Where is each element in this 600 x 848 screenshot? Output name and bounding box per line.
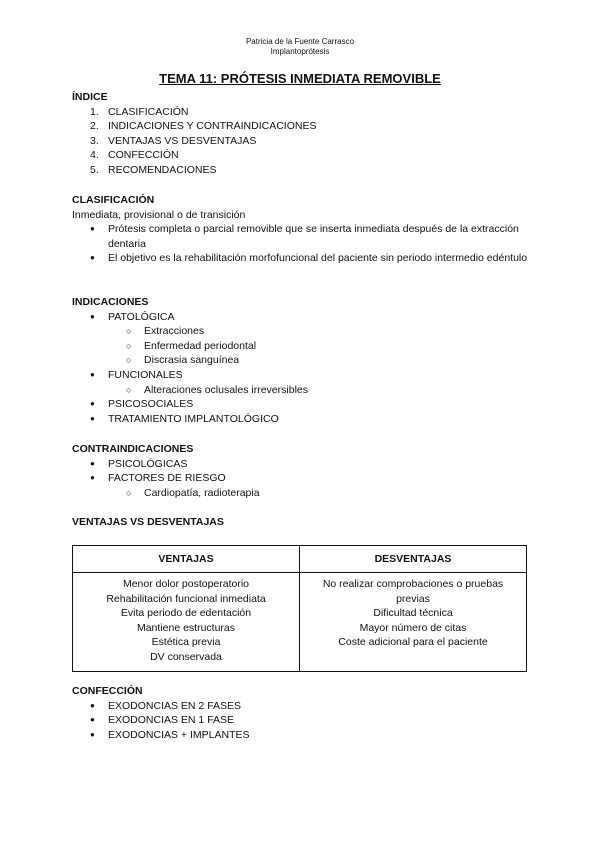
confeccion-heading: CONFECCIÓN bbox=[72, 685, 143, 697]
index-list bbox=[90, 105, 532, 178]
indicaciones-section bbox=[72, 295, 532, 426]
page-title: TEMA 11: PRÓTESIS INMEDIATA REMOVIBLE bbox=[159, 71, 441, 86]
index-number: 1. bbox=[90, 105, 99, 118]
ventajas-section bbox=[72, 515, 532, 530]
ventajas-heading: VENTAJAS VS DESVENTAJAS bbox=[72, 516, 224, 528]
patologica-sublist bbox=[126, 324, 532, 368]
index-number: 4. bbox=[90, 149, 99, 162]
clasificacion-intro: Inmediata, provisional o de transición bbox=[72, 208, 246, 221]
ventaja-item: Menor dolor postoperatorio bbox=[122, 578, 250, 590]
index-number: 3. bbox=[90, 134, 99, 147]
header-author: Patricia de la Fuente Carrasco bbox=[245, 37, 355, 46]
table-header-row bbox=[73, 546, 527, 573]
header-subject: Implantoprótesis bbox=[270, 47, 330, 56]
index-item bbox=[90, 119, 532, 134]
list-item: ● PSICOSOCIALES bbox=[90, 397, 532, 412]
index-section bbox=[72, 90, 532, 178]
clasificacion-list bbox=[90, 222, 532, 266]
contraindicaciones-list bbox=[90, 457, 532, 501]
index-item bbox=[90, 105, 532, 120]
list-item: ● Prótesis completa o parcial removible que se inserta inmediata después de la extracción dentaria bbox=[90, 222, 532, 251]
contraindicaciones-heading: CONTRAINDICACIONES bbox=[72, 443, 194, 455]
table-row bbox=[73, 573, 527, 672]
contraindicaciones-section bbox=[72, 442, 532, 500]
list-item: ● EXODONCIAS EN 1 FASE bbox=[90, 713, 532, 728]
contraindicacion-factores: FACTORES DE RIESGO bbox=[108, 472, 226, 485]
funcionales-sublist bbox=[126, 383, 532, 398]
indicaciones-list bbox=[90, 310, 532, 427]
confeccion-section bbox=[72, 684, 532, 742]
index-item bbox=[90, 163, 532, 178]
desventaja-item: Coste adicional para el paciente bbox=[338, 636, 488, 649]
list-item bbox=[90, 368, 532, 397]
sub-list-item: ○ Cardiopatía, radioterapia bbox=[126, 486, 532, 501]
ventajas-cell bbox=[73, 573, 300, 672]
list-item: ● EXODONCIAS EN 2 FASES bbox=[90, 699, 532, 714]
list-item bbox=[90, 471, 532, 500]
index-number: 2. bbox=[90, 120, 99, 133]
ventajas-column-header: VENTAJAS bbox=[73, 546, 300, 573]
desventaja-item: No realizar comprobaciones o pruebas previas bbox=[322, 578, 504, 605]
index-label: CLASIFICACIÓN bbox=[108, 105, 189, 118]
indicacion-funcionales: FUNCIONALES bbox=[108, 368, 183, 381]
factores-sublist bbox=[126, 486, 532, 501]
clasificacion-heading: CLASIFICACIÓN bbox=[72, 194, 155, 206]
ventaja-item: DV conservada bbox=[150, 650, 222, 663]
index-number: 5. bbox=[90, 163, 99, 176]
indicacion-patologica: PATOLÓGICA bbox=[108, 310, 175, 323]
desventajas-column-header: DESVENTAJAS bbox=[300, 546, 527, 573]
page-header bbox=[0, 37, 600, 57]
index-item bbox=[90, 148, 532, 163]
ventaja-item: Mantiene estructuras bbox=[136, 621, 236, 634]
list-item: ● EXODONCIAS + IMPLANTES bbox=[90, 728, 532, 743]
list-item: ● TRATAMIENTO IMPLANTOLÓGICO bbox=[90, 412, 532, 427]
index-label: CONFECCIÓN bbox=[108, 149, 179, 162]
list-item: ● PSICOLÓGICAS bbox=[90, 457, 532, 472]
desventaja-item: Mayor número de citas bbox=[359, 621, 467, 634]
ventaja-item: Rehabilitación funcional inmediata bbox=[106, 592, 266, 605]
indicaciones-heading: INDICACIONES bbox=[72, 296, 149, 308]
desventajas-cell bbox=[300, 573, 527, 672]
list-item: ● El objetivo es la rehabilitación morfofuncional del paciente sin periodo intermedio edéntulo bbox=[90, 251, 532, 266]
index-label: VENTAJAS VS DESVENTAJAS bbox=[108, 134, 257, 147]
ventaja-item: Estética previa bbox=[151, 636, 221, 649]
sub-list-item: ○ Enfermedad periodontal bbox=[126, 339, 532, 354]
ventaja-item: Evita periodo de edentación bbox=[120, 607, 252, 620]
sub-list-item: ○ Extracciones bbox=[126, 324, 532, 339]
confeccion-list bbox=[90, 699, 532, 743]
index-label: INDICACIONES Y CONTRAINDICACIONES bbox=[108, 120, 317, 133]
index-label: RECOMENDACIONES bbox=[108, 163, 217, 176]
desventaja-item: Dificultad técnica bbox=[373, 607, 453, 620]
index-heading: ÍNDICE bbox=[72, 91, 108, 103]
ventajas-table bbox=[72, 545, 527, 672]
clasificacion-section bbox=[72, 193, 532, 266]
sub-list-item: ○ Discrasia sanguínea bbox=[126, 353, 532, 368]
list-item bbox=[90, 310, 532, 368]
sub-list-item: ○ Alteraciones oclusales irreversibles bbox=[126, 383, 532, 398]
index-item bbox=[90, 134, 532, 149]
